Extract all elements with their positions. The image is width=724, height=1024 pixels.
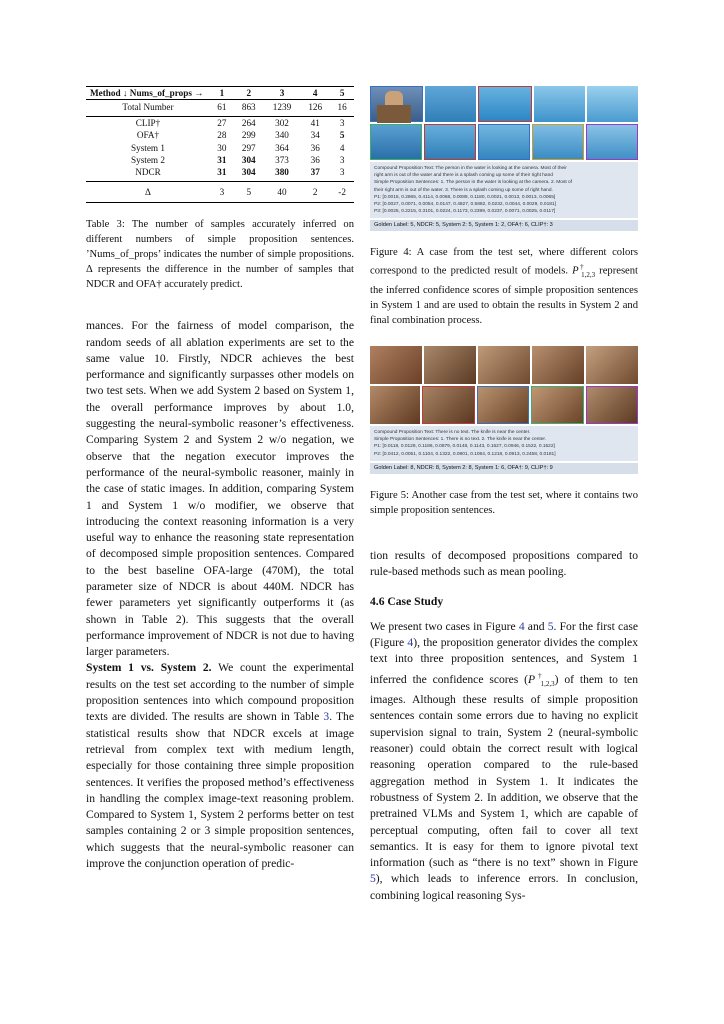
figure-4-golden-label: Golden Label: 5, NDCR: 5, System 2: 5, System 1: 2, OFA†: 6, CLIP†: 3: [370, 220, 638, 231]
table-row: NDCR 31 304 380 37 3: [135, 167, 345, 178]
image-thumbnail: [478, 86, 531, 122]
image-strip-row-1: [370, 346, 638, 384]
table-row: CLIP† 27 264 302 41 3: [86, 116, 354, 129]
figure-5-panel: Compound Proposition Text: There is no text. The knife is near the center. Simple Proposition Sentences: 1. There is no text. 2. The knife is near the center. P1: [0.0118, 0.0128, 0.1186, 0.0879, 0.0148, 0.1143, 0.1527, 0.0946, 0.1522, 0.1522] P2: [0.0412, 0.0051, 0.1104, 0.1322, 0.0801, 0.1084, 0.1218, 0.0913, 0.2458, 0.0181]: [370, 426, 638, 461]
table-row-total: Total Number 61 863 1239 126 16: [122, 101, 347, 112]
table-header-col: 2: [234, 87, 264, 100]
table-link[interactable]: 3: [323, 710, 330, 724]
image-thumbnail: [478, 346, 530, 384]
image-thumbnail: [370, 346, 422, 384]
image-thumbnail: [425, 86, 476, 122]
figure-link[interactable]: 5: [370, 872, 376, 886]
table-row-delta: Δ 3 5 40 2 -2: [86, 182, 354, 203]
image-thumbnail: [534, 86, 585, 122]
paragraph: System 1 vs. System 2. We count the experimental results on the test set according to the number of simple proposition sentences into which compound proposition texts are divided. The results are shown in Table 3. The statistical results show that NDCR excels at image retrieval from complex text with medium length, especially for those containing three simple proposition sentences. It verifies the proposed method’s effectiveness in handling the complex image-text reasoning problem. Compared to System 1, System 2 performs better on test samples containing 2 or 3 simple proposition sentences, which suggests that the neural-symbolic reasoner can improve the conjunction operation of predic-: [86, 661, 354, 871]
image-thumbnail: [586, 346, 638, 384]
right-body: [370, 548, 638, 904]
image-strip-row-1: [370, 86, 638, 122]
table-header-col: 1: [210, 87, 234, 100]
image-thumbnail: [586, 124, 638, 160]
image-thumbnail: [422, 386, 474, 424]
image-strip-row-2: [370, 124, 638, 160]
table-3-caption: Table 3: The number of samples accurately inferred on different numbers of simple proposition sentences. ’Nums_of_props’ indicates the number of simple propositions. Δ represents the difference in the number of samples that NDCR and OFA† accurately predict.: [86, 219, 354, 291]
image-thumbnail: [531, 386, 583, 424]
section-heading: 4.6 Case Study: [370, 595, 444, 609]
figure-5: [370, 346, 638, 474]
table-header-col: 4: [300, 87, 330, 100]
image-thumbnail: [532, 346, 584, 384]
left-body: [86, 318, 354, 872]
table-header-method: Method ↓ Nums_of_props →: [86, 87, 210, 100]
image-thumbnail: [424, 124, 476, 160]
table-header-col: 3: [264, 87, 300, 100]
image-thumbnail: [532, 124, 584, 160]
figure-4: [370, 86, 638, 231]
image-thumbnail: [370, 86, 423, 122]
left-column: [86, 86, 354, 872]
figure-4-panel: Compound Proposition Text: The person in the water is looking at the camera. Most of their right arm is out of the water and there is a splash coming up some of their right hand Simple Proposition Sentences: 1. The person in the water is looking at the camera. 2. Most of their right arm is out of the water. 3. There is a splash coming up some of right hand. P1: [0.0015, 0.2865, 0.4114, 0.0068, 0.0089, 0.1180, 0.0021, 0.0013, 0.0013, 0.0065] P2: [0.0027, 0.0071, 0.0054, 0.0147, 0.4827, 0.5882, 0.0232, 0.0044, 0.0029, 0.0181] P3: [0.0025, 0.2215, 0.3101, 0.0224, 0.1173, 0.2399, 0.0237, 0.0071, 0.0025, 0.0117]: [370, 162, 638, 218]
image-thumbnail: [370, 386, 420, 424]
figure-link[interactable]: 4: [407, 636, 414, 650]
image-thumbnail: [587, 86, 638, 122]
paragraph: tion results of decomposed propositions compared to rule-based methods such as mean pooling.: [370, 548, 638, 579]
paragraph-heading: System 1 vs. System 2.: [86, 661, 212, 675]
table-row: System 1 30 297 364 36 4: [131, 142, 345, 153]
image-thumbnail: [424, 346, 476, 384]
paragraph: We present two cases in Figure 4 and 5. For the first case (Figure 4), the proposition generator divides the complex text into three proposition sentences, and System 1 inferred the confidence scores $(P^\dagger_{1,2,3})$ of them to ten images. Although these results of simple proposition sentences contain some errors due to having no explicit supervision signal to train, System 2 (neural-symbolic reasoner) could obtain the correct result with logical reasoning operation compared to the rule-based aggregation method in System 1. It indicates the robustness of System 2. In addition, we observe that the pretrained VLMs and System 1, which are capable of perceptual computing, often fail to cover all text semantics. It is easy for them to ignore pivotal text information (such as “there is no text” shown in Figure 5), which leads to inference errors. In conclusion, combining logical reasoning Sys-: [370, 619, 639, 902]
paragraph: mances. For the fairness of model comparison, the random seeds of all ablation experiments are set to the same value 10. Firstly, NDCR achieves the best performance and significantly surpasses other models on two test sets. When we add System 2 based on System 1, the overall performance improves by about 1.0, suggesting the neural-symbolic reasoner’s effectiveness. Comparing System 2 and System 2 w/o negation, we observe that the negation executor improves the performance of the neural-symbolic reasoner, mainly in the case of static images. In addition, comparing System 1 and System 1 w/o modifier, we observe that introducing the context reasoning information is a very useful way to enhance the reasoning state representation of decomposed simple proposition sentences. Compared to the best baseline OFA-large (470M), the total parameter size of NDCR is about 440M. NDCR has fewer parameters yet significantly outperforms it (as shown in Table 2). This suggests that the overall performance improvement of NDCR is not due to having larger parameters.: [86, 319, 354, 659]
figure-4-caption: Figure 4: A case from the test set, where different colors correspond to the predicted result of models. $P^\dagger_{1,2,3}$ represent the inferred confidence scores of simple proposition sentences in System 1 and are used to obtain the results in System 2 and final combination process.: [370, 247, 639, 327]
image-thumbnail: [477, 386, 529, 424]
right-column: [370, 86, 638, 904]
table-row: OFA† 28 299 340 34 5: [136, 130, 345, 141]
table-body: [86, 116, 354, 182]
table-header-col: 5: [330, 87, 354, 100]
image-thumbnail: [370, 124, 422, 160]
image-thumbnail: [586, 386, 638, 424]
image-strip-row-2: [370, 386, 638, 424]
table-3: [86, 86, 354, 203]
figure-5-golden-label: Golden Label: 8, NDCR: 8, System 2: 8, System 1: 6, OFA†: 9, CLIP†: 9: [370, 463, 638, 474]
figure-link[interactable]: 5: [547, 619, 554, 633]
figure-link[interactable]: 4: [518, 619, 525, 633]
image-thumbnail: [478, 124, 530, 160]
figure-5-caption: Figure 5: Another case from the test set, where it contains two simple proposition sentences.: [370, 489, 638, 516]
table-row: System 2 31 304 373 36 3: [131, 154, 345, 165]
